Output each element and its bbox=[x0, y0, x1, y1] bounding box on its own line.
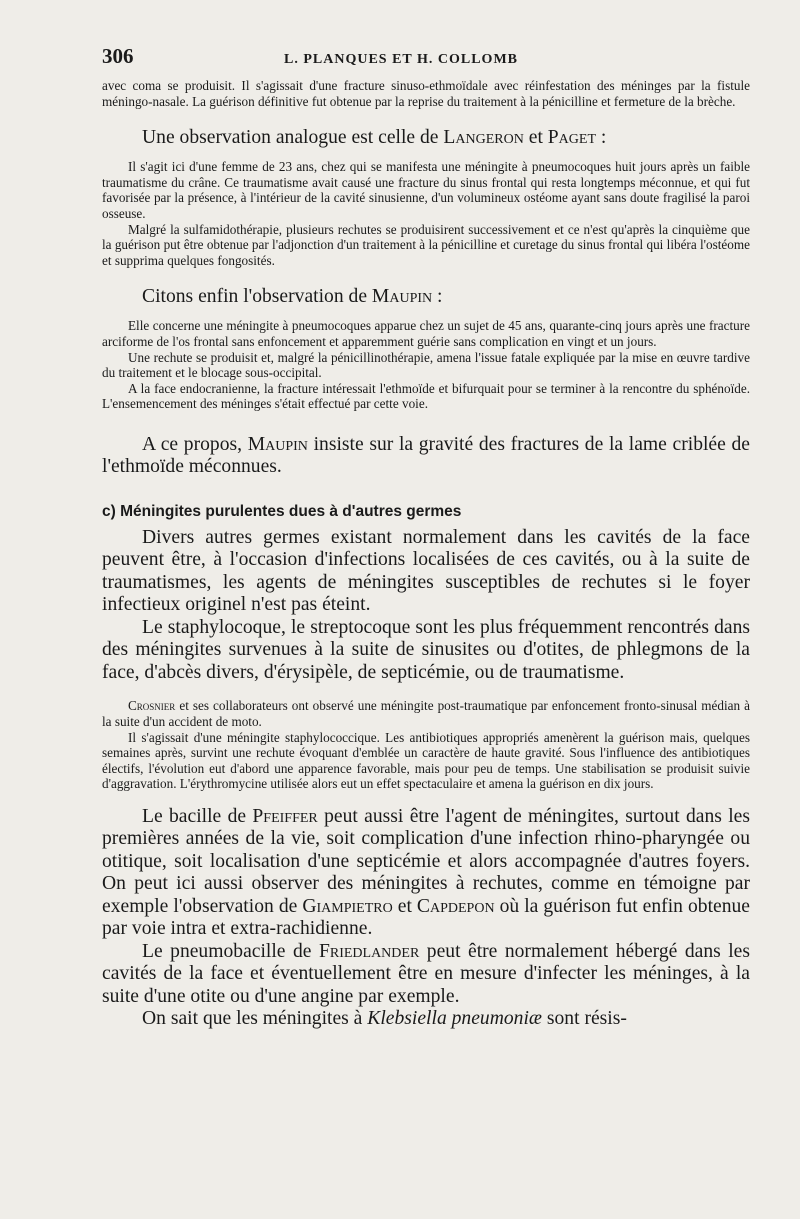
text-run: insiste sur la gravité des fractures de la lame criblée de l'ethmoïde méconnues. bbox=[102, 433, 750, 478]
paragraph: Le staphylocoque, le streptocoque sont les plus fréquemment rencontrés dans des méningites survenues à la suite de sinusites ou d'otites, de phlegmons de la face, d'abcès divers, d'érysipèle, de septicémie, ou de traumatisme. bbox=[102, 616, 750, 683]
paragraph: Il s'agit ici d'une femme de 23 ans, chez qui se manifesta une méningite à pneumocoques huit jours après un faible traumatisme du crâne. Ce traumatisme avait causé une fracture du sinus frontal qui resta longtemps méconnue, et qui fut favorisée par la présence, à l'intérieur de la cavité sinusienne, d'un volumineux ostéome ayant sans doute fragilisé la paroi osseuse. bbox=[102, 159, 750, 221]
author-name: Crosnier bbox=[128, 698, 176, 714]
text-run: peut être normalement hébergé dans les cavités de la face et éventuellement être en mesure d'infecter les méninges, à la suite d'une otite ou d'une angine par exemple. bbox=[102, 940, 750, 1007]
page-header bbox=[102, 44, 750, 78]
text-run: peut aussi être l'agent de méningites, surtout dans les premières années de la vie, soit complication d'une infection rhino-pharyngée ou otitique, soit localisation d'une septicémie et alors accompagnée d'autres foyers. On peut ici aussi observer des méningites à rechutes, comme en témoigne par exemple l'observation de bbox=[102, 805, 750, 917]
paragraph: Elle concerne une méningite à pneumocoques apparue chez un sujet de 45 ans, quarante-cinq jours après une fracture arciforme de l'os frontal sans enfoncement et apparemment guérie sans complication en vingt et un jours. bbox=[102, 318, 750, 349]
text-run: : bbox=[432, 286, 443, 308]
text-run: A ce propos, bbox=[142, 433, 248, 455]
text-run: et bbox=[392, 895, 417, 917]
author-name: Langeron bbox=[443, 127, 524, 149]
text-run: Citons enfin l'observation de bbox=[142, 286, 372, 308]
lead-paragraph bbox=[102, 286, 750, 308]
paragraph bbox=[102, 698, 750, 729]
text-run: où la guérison fut enfin obtenue par voie intra et extra-rachidienne. bbox=[102, 895, 750, 940]
author-name: Maupin bbox=[247, 433, 308, 455]
paragraph: Malgré la sulfamidothérapie, plusieurs rechutes se produisirent successivement et ce n'est qu'après la cinquième que la guérison put être obtenue par l'adjonction d'un traitement à la pénicilline et curetage du sinus frontal qui libéra l'ostéome et supprima quelques fongosités. bbox=[102, 221, 750, 268]
page-number: 306 bbox=[102, 44, 134, 68]
text-run: : bbox=[596, 127, 607, 149]
author-name: Giampietro bbox=[302, 895, 393, 917]
paragraph: A la face endocranienne, la fracture intéressait l'ethmoïde et bifurquait pour se terminer à la rencontre du sphénoïde. L'ensemencement des méninges s'était effectué par cette voie. bbox=[102, 380, 750, 412]
spacer bbox=[102, 684, 750, 698]
text-run: et ses collaborateurs ont observé une méningite post-traumatique par enfoncement fronto-sinusal médian à la suite d'un accident de moto. bbox=[102, 698, 750, 729]
paragraph bbox=[102, 434, 750, 479]
author-name: Capdepon bbox=[416, 895, 495, 917]
text-run: Le bacille de bbox=[142, 805, 253, 827]
paragraph: Une rechute se produisit et, malgré la pénicillinothérapie, amena l'issue fatale expliquée par la mise en œuvre tardive du traitement et le blocage sous-occipital. bbox=[102, 349, 750, 381]
author-name: Pfeiffer bbox=[252, 805, 318, 827]
paragraph bbox=[102, 1008, 750, 1031]
text-run: sont résis- bbox=[541, 1008, 627, 1030]
paragraph: avec coma se produisit. Il s'agissait d'une fracture sinuso-ethmoïdale avec réinfestation des méninges par la fistule méningo-nasale. La guérison définitive fut obtenue par la reprise du traitement à la pénicilline et fermeture de la brèche. bbox=[102, 78, 750, 109]
text-run: Une observation analogue est celle de bbox=[142, 127, 444, 149]
running-head: L. PLANQUES ET H. COLLOMB bbox=[284, 52, 519, 67]
lead-paragraph bbox=[102, 127, 750, 149]
text-run: On sait que les méningites à bbox=[142, 1008, 368, 1030]
species-name: Klebsiella pneumoniæ bbox=[367, 1008, 542, 1030]
text-run: et bbox=[523, 127, 548, 149]
paragraph bbox=[102, 806, 750, 941]
paragraph: Divers autres germes existant normalement dans les cavités de la face peuvent être, à l'occasion d'infections localisées de ces cavités, ou à la suite de traumatismes, les agents de méningites susceptibles de rechutes si le foyer infectieux originel n'est pas éteint. bbox=[102, 526, 750, 616]
author-name: Paget bbox=[547, 127, 597, 149]
paragraph bbox=[102, 941, 750, 1009]
spacer bbox=[102, 792, 750, 806]
author-name: Friedlander bbox=[318, 940, 420, 962]
section-heading: c) Méningites purulentes dues à d'autres germes bbox=[102, 502, 462, 520]
text-run: Le pneumobacille de bbox=[142, 940, 319, 962]
spacer bbox=[102, 412, 750, 434]
author-name: Maupin bbox=[371, 286, 433, 308]
paragraph: Il s'agissait d'une méningite staphylococcique. Les antibiotiques appropriés amenèrent la guérison mais, quelques semaines après, survint une rechute évoquant d'emblée un caractère de haute gravité. Sous l'influence des antibiotiques électifs, l'évolution eut d'abord une apparence favorable, mais pour peu de temps. Une stabilisation se produisit suivie d'aggravation. L'érythromycine utilisée alors eut un effet spectaculaire et amena la guérison en dix jours. bbox=[102, 729, 750, 792]
